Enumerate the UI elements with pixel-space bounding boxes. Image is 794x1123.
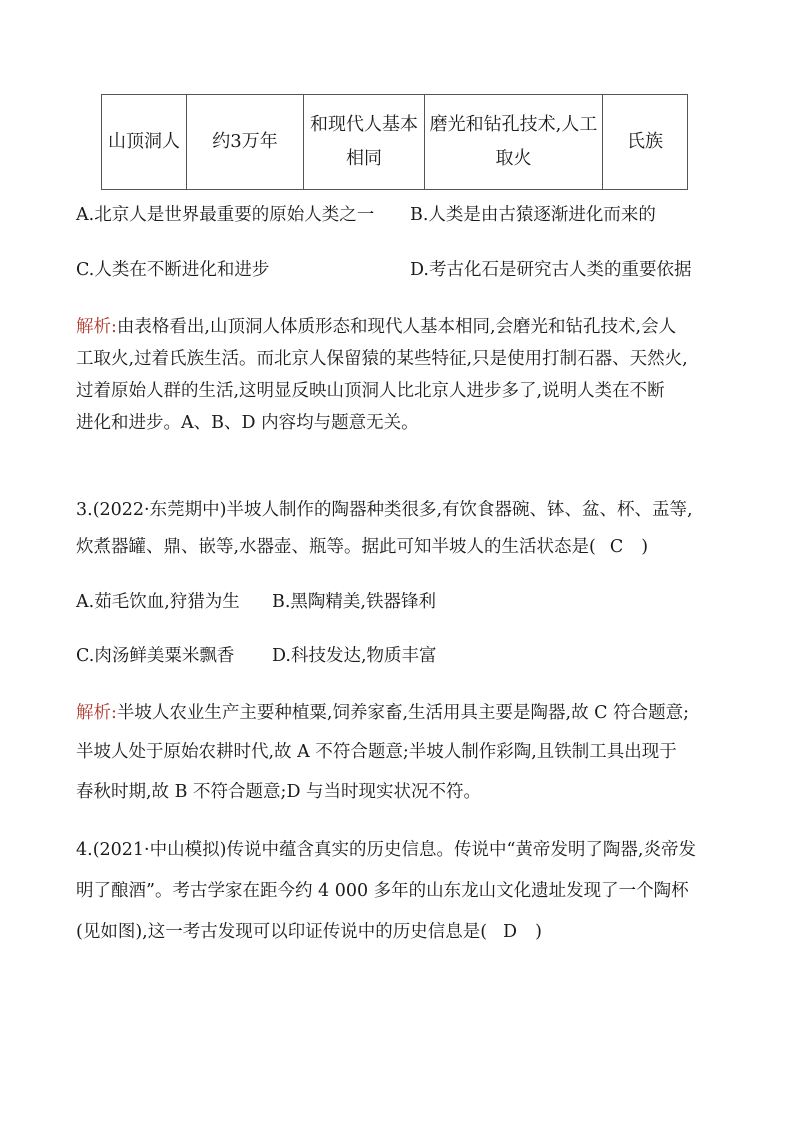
q3-option-d: D.科技发达,物质丰富 bbox=[272, 646, 437, 666]
q2-option-b: B.人类是由古猿逐渐进化而来的 bbox=[410, 205, 656, 225]
q4-answer: D bbox=[503, 922, 518, 942]
analysis-label: 解析: bbox=[76, 317, 117, 337]
q2-analysis-line: 进化和进步。A、B、D 内容均与题意无关。 bbox=[76, 413, 419, 433]
q3-analysis-line: 半坡人处于原始农耕时代,故 A 不符合题意;半坡人制作彩陶,且铁制工具出现于 bbox=[76, 742, 677, 762]
q2-analysis-line: 工取火,过着氏族生活。而北京人保留猿的某些特征,只是使用打制石器、天然火, bbox=[76, 349, 688, 369]
q2-analysis-line: 过着原始人群的生活,这明显反映山顶洞人比北京人进步多了,说明人类在不断 bbox=[76, 381, 665, 401]
table-cell: 和现代人基本相同 bbox=[304, 95, 425, 190]
q2-option-c: C.人类在不断进化和进步 bbox=[76, 260, 270, 280]
q3-option-b: B.黑陶精美,铁器锋利 bbox=[272, 592, 436, 612]
q3-analysis-line: 解析:半坡人农业生产主要种植粟,饲养家畜,生活用具主要是陶器,故 C 符合题意; bbox=[76, 703, 690, 723]
q3-option-a: A.茹毛饮血,狩猎为生 bbox=[76, 592, 240, 612]
table-cell: 约3万年 bbox=[187, 95, 304, 190]
q2-option-a: A.北京人是世界最重要的原始人类之一 bbox=[76, 205, 375, 225]
table-cell: 氏族 bbox=[603, 95, 688, 190]
table-cell: 山顶洞人 bbox=[102, 95, 187, 190]
table-row bbox=[102, 95, 688, 190]
comparison-table bbox=[101, 94, 688, 190]
table-cell: 磨光和钻孔技术,人工取火 bbox=[425, 95, 603, 190]
q3-analysis-line: 春秋时期,故 B 不符合题意;D 与当时现实状况不符。 bbox=[76, 782, 482, 802]
q3-stem-line: 3.(2022·东莞期中)半坡人制作的陶器种类很多,有饮食器碗、钵、盆、杯、盂等, bbox=[76, 500, 693, 520]
q3-answer: C bbox=[609, 537, 624, 557]
q2-option-d: D.考古化石是研究古人类的重要依据 bbox=[410, 260, 692, 280]
q3-option-c: C.肉汤鲜美粟米飘香 bbox=[76, 646, 235, 666]
q4-stem-line: 4.(2021·中山模拟)传说中蕴含真实的历史信息。传说中“黄帝发明了陶器,炎帝发 bbox=[76, 840, 696, 860]
analysis-label: 解析: bbox=[76, 703, 117, 723]
q3-stem-line: 炊煮器罐、鼎、嵌等,水器壶、瓶等。据此可知半坡人的生活状态是( C ) bbox=[76, 534, 648, 560]
q2-analysis-line: 解析:由表格看出,山顶洞人体质形态和现代人基本相同,会磨光和钻孔技术,会人 bbox=[76, 317, 677, 337]
q4-stem-line: (见如图),这一考古发现可以印证传说中的历史信息是( D ) bbox=[76, 919, 542, 945]
q4-stem-line: 明了酿酒”。考古学家在距今约 4 000 多年的山东龙山文化遗址发现了一个陶杯 bbox=[76, 881, 689, 901]
